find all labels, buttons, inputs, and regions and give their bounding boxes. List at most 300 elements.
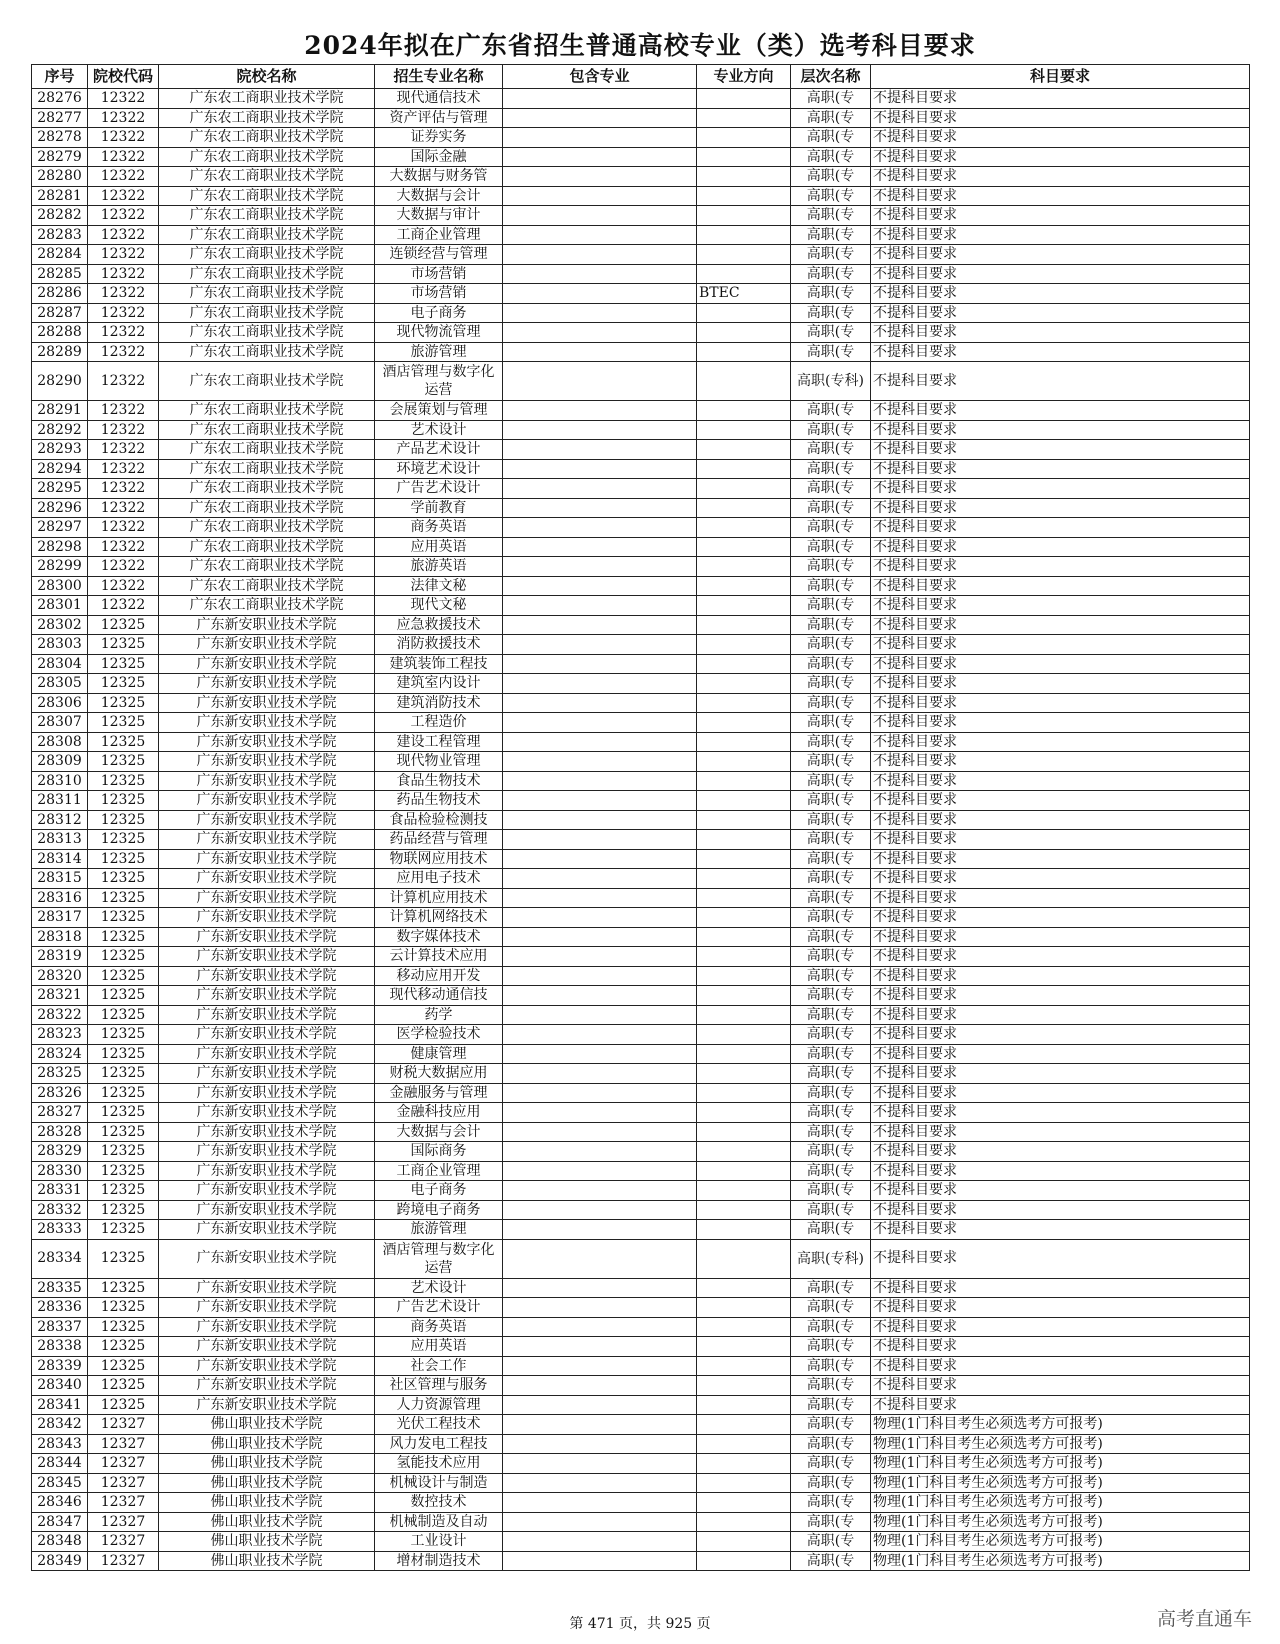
cell-school-code: 12322 xyxy=(88,186,159,206)
cell-subject-requirement: 不提科目要求 xyxy=(871,128,1250,148)
cell-level: 高职(专 xyxy=(791,713,871,733)
cell-major-name: 现代物业管理 xyxy=(375,752,503,772)
cell-index: 28335 xyxy=(32,1278,88,1298)
cell-level: 高职(专 xyxy=(791,1473,871,1493)
cell-included-majors xyxy=(503,1532,697,1552)
cell-index: 28278 xyxy=(32,128,88,148)
cell-level: 高职(专 xyxy=(791,888,871,908)
table-row xyxy=(32,1356,1250,1376)
cell-school-name: 广东新安职业技术学院 xyxy=(159,654,375,674)
cell-major-direction xyxy=(697,1278,791,1298)
cell-level: 高职(专 xyxy=(791,1220,871,1240)
cell-major-name: 计算机网络技术 xyxy=(375,908,503,928)
cell-included-majors xyxy=(503,576,697,596)
cell-level: 高职(专 xyxy=(791,1161,871,1181)
cell-index: 28341 xyxy=(32,1395,88,1415)
cell-included-majors xyxy=(503,362,697,401)
cell-major-direction: BTEC xyxy=(697,284,791,304)
cell-school-code: 12325 xyxy=(88,1395,159,1415)
cell-index: 28342 xyxy=(32,1415,88,1435)
table-row xyxy=(32,518,1250,538)
cell-school-code: 12325 xyxy=(88,966,159,986)
cell-included-majors xyxy=(503,674,697,694)
cell-included-majors xyxy=(503,810,697,830)
table-row xyxy=(32,1551,1250,1571)
cell-level: 高职(专科) xyxy=(791,1239,871,1278)
cell-included-majors xyxy=(503,518,697,538)
cell-included-majors xyxy=(503,479,697,499)
cell-subject-requirement: 不提科目要求 xyxy=(871,206,1250,226)
cell-level: 高职(专 xyxy=(791,284,871,304)
cell-major-direction xyxy=(697,1415,791,1435)
cell-included-majors xyxy=(503,830,697,850)
cell-level: 高职(专 xyxy=(791,947,871,967)
cell-school-name: 广东新安职业技术学院 xyxy=(159,674,375,694)
cell-major-direction xyxy=(697,1142,791,1162)
cell-major-name: 消防救援技术 xyxy=(375,635,503,655)
cell-subject-requirement: 不提科目要求 xyxy=(871,186,1250,206)
cell-major-direction xyxy=(697,89,791,109)
cell-included-majors xyxy=(503,596,697,616)
cell-school-code: 12325 xyxy=(88,1317,159,1337)
table-row xyxy=(32,1415,1250,1435)
cell-major-name: 药品生物技术 xyxy=(375,791,503,811)
cell-major-direction xyxy=(697,947,791,967)
cell-subject-requirement: 不提科目要求 xyxy=(871,89,1250,109)
cell-major-name: 建筑装饰工程技 xyxy=(375,654,503,674)
table-row xyxy=(32,596,1250,616)
cell-major-name: 市场营销 xyxy=(375,264,503,284)
table-row xyxy=(32,674,1250,694)
cell-index: 28332 xyxy=(32,1200,88,1220)
cell-school-code: 12322 xyxy=(88,557,159,577)
cell-major-name: 酒店管理与数字化运营 xyxy=(375,362,503,401)
cell-school-name: 广东新安职业技术学院 xyxy=(159,1044,375,1064)
cell-school-code: 12327 xyxy=(88,1454,159,1474)
cell-level: 高职(专 xyxy=(791,1103,871,1123)
cell-school-name: 佛山职业技术学院 xyxy=(159,1512,375,1532)
cell-major-name: 建筑消防技术 xyxy=(375,693,503,713)
cell-school-name: 广东农工商职业技术学院 xyxy=(159,342,375,362)
cell-subject-requirement: 不提科目要求 xyxy=(871,615,1250,635)
cell-level: 高职(专 xyxy=(791,1551,871,1571)
cell-index: 28281 xyxy=(32,186,88,206)
cell-school-code: 12325 xyxy=(88,693,159,713)
cell-major-direction xyxy=(697,206,791,226)
cell-level: 高职(专 xyxy=(791,1278,871,1298)
cell-school-name: 广东新安职业技术学院 xyxy=(159,1200,375,1220)
table-row xyxy=(32,752,1250,772)
cell-level: 高职(专 xyxy=(791,1122,871,1142)
cell-included-majors xyxy=(503,1356,697,1376)
cell-school-code: 12327 xyxy=(88,1473,159,1493)
cell-index: 28292 xyxy=(32,420,88,440)
cell-subject-requirement: 不提科目要求 xyxy=(871,459,1250,479)
table-row xyxy=(32,479,1250,499)
cell-index: 28325 xyxy=(32,1064,88,1084)
cell-index: 28344 xyxy=(32,1454,88,1474)
cell-major-name: 食品生物技术 xyxy=(375,771,503,791)
cell-included-majors xyxy=(503,1161,697,1181)
cell-school-code: 12325 xyxy=(88,635,159,655)
cell-subject-requirement: 不提科目要求 xyxy=(871,1064,1250,1084)
cell-major-direction xyxy=(697,225,791,245)
cell-index: 28295 xyxy=(32,479,88,499)
cell-school-name: 广东农工商职业技术学院 xyxy=(159,323,375,343)
cell-subject-requirement: 不提科目要求 xyxy=(871,869,1250,889)
cell-included-majors xyxy=(503,654,697,674)
cell-index: 28337 xyxy=(32,1317,88,1337)
cell-level: 高职(专 xyxy=(791,752,871,772)
cell-included-majors xyxy=(503,732,697,752)
cell-major-direction xyxy=(697,752,791,772)
cell-included-majors xyxy=(503,459,697,479)
cell-school-code: 12325 xyxy=(88,1337,159,1357)
header-school-name: 院校名称 xyxy=(159,65,375,89)
cell-included-majors xyxy=(503,1415,697,1435)
cell-subject-requirement: 不提科目要求 xyxy=(871,420,1250,440)
table-row xyxy=(32,1044,1250,1064)
cell-school-name: 广东农工商职业技术学院 xyxy=(159,284,375,304)
cell-school-code: 12322 xyxy=(88,459,159,479)
table-row xyxy=(32,576,1250,596)
cell-school-name: 广东新安职业技术学院 xyxy=(159,810,375,830)
header-index: 序号 xyxy=(32,65,88,89)
cell-major-direction xyxy=(697,1103,791,1123)
table-row xyxy=(32,1512,1250,1532)
cell-subject-requirement: 不提科目要求 xyxy=(871,732,1250,752)
cell-school-name: 广东新安职业技术学院 xyxy=(159,1142,375,1162)
cell-subject-requirement: 不提科目要求 xyxy=(871,947,1250,967)
cell-index: 28320 xyxy=(32,966,88,986)
cell-level: 高职(专 xyxy=(791,1532,871,1552)
cell-school-name: 广东新安职业技术学院 xyxy=(159,1278,375,1298)
cell-index: 28326 xyxy=(32,1083,88,1103)
cell-major-direction xyxy=(697,1317,791,1337)
cell-major-name: 增材制造技术 xyxy=(375,1551,503,1571)
cell-school-code: 12325 xyxy=(88,1200,159,1220)
cell-school-name: 广东农工商职业技术学院 xyxy=(159,128,375,148)
cell-school-name: 广东新安职业技术学院 xyxy=(159,615,375,635)
cell-level: 高职(专 xyxy=(791,245,871,265)
table-row xyxy=(32,1376,1250,1396)
cell-school-name: 广东农工商职业技术学院 xyxy=(159,303,375,323)
cell-index: 28324 xyxy=(32,1044,88,1064)
cell-level: 高职(专 xyxy=(791,1044,871,1064)
table-row xyxy=(32,1239,1250,1278)
table-row xyxy=(32,713,1250,733)
cell-school-code: 12325 xyxy=(88,771,159,791)
cell-school-name: 广东新安职业技术学院 xyxy=(159,791,375,811)
cell-included-majors xyxy=(503,1551,697,1571)
cell-school-name: 广东新安职业技术学院 xyxy=(159,1239,375,1278)
cell-subject-requirement: 不提科目要求 xyxy=(871,635,1250,655)
cell-included-majors xyxy=(503,498,697,518)
cell-school-code: 12325 xyxy=(88,1356,159,1376)
cell-level: 高职(专 xyxy=(791,89,871,109)
cell-subject-requirement: 不提科目要求 xyxy=(871,401,1250,421)
cell-included-majors xyxy=(503,440,697,460)
cell-school-code: 12322 xyxy=(88,128,159,148)
table-row xyxy=(32,869,1250,889)
cell-school-name: 广东农工商职业技术学院 xyxy=(159,401,375,421)
cell-level: 高职(专 xyxy=(791,108,871,128)
cell-level: 高职(专 xyxy=(791,674,871,694)
cell-included-majors xyxy=(503,186,697,206)
cell-index: 28329 xyxy=(32,1142,88,1162)
cell-index: 28333 xyxy=(32,1220,88,1240)
page-footer: 第 471 页，共 925 页 xyxy=(569,1616,711,1632)
cell-school-code: 12325 xyxy=(88,1103,159,1123)
cell-major-direction xyxy=(697,966,791,986)
cell-included-majors xyxy=(503,206,697,226)
cell-school-name: 广东新安职业技术学院 xyxy=(159,830,375,850)
cell-major-name: 大数据与审计 xyxy=(375,206,503,226)
cell-level: 高职(专 xyxy=(791,479,871,499)
cell-major-name: 证券实务 xyxy=(375,128,503,148)
cell-subject-requirement: 不提科目要求 xyxy=(871,1278,1250,1298)
cell-level: 高职(专 xyxy=(791,791,871,811)
cell-school-name: 广东农工商职业技术学院 xyxy=(159,225,375,245)
cell-major-direction xyxy=(697,498,791,518)
cell-major-name: 国际金融 xyxy=(375,147,503,167)
cell-major-name: 食品检验检测技 xyxy=(375,810,503,830)
table-row xyxy=(32,89,1250,109)
cell-major-name: 连锁经营与管理 xyxy=(375,245,503,265)
cell-index: 28284 xyxy=(32,245,88,265)
cell-included-majors xyxy=(503,1512,697,1532)
cell-school-code: 12327 xyxy=(88,1532,159,1552)
cell-major-direction xyxy=(697,1337,791,1357)
cell-included-majors xyxy=(503,1103,697,1123)
cell-level: 高职(专 xyxy=(791,128,871,148)
cell-school-name: 广东新安职业技术学院 xyxy=(159,1103,375,1123)
cell-included-majors xyxy=(503,1376,697,1396)
cell-major-name: 资产评估与管理 xyxy=(375,108,503,128)
cell-index: 28343 xyxy=(32,1434,88,1454)
cell-subject-requirement: 不提科目要求 xyxy=(871,674,1250,694)
table-row xyxy=(32,1161,1250,1181)
cell-level: 高职(专 xyxy=(791,401,871,421)
cell-school-code: 12322 xyxy=(88,206,159,226)
cell-level: 高职(专 xyxy=(791,440,871,460)
cell-index: 28315 xyxy=(32,869,88,889)
cell-school-name: 广东农工商职业技术学院 xyxy=(159,498,375,518)
cell-school-code: 12325 xyxy=(88,869,159,889)
table-row xyxy=(32,1454,1250,1474)
cell-index: 28283 xyxy=(32,225,88,245)
cell-major-name: 应用电子技术 xyxy=(375,869,503,889)
cell-school-code: 12325 xyxy=(88,1044,159,1064)
cell-school-code: 12325 xyxy=(88,830,159,850)
cell-school-code: 12322 xyxy=(88,498,159,518)
cell-major-direction xyxy=(697,1220,791,1240)
cell-included-majors xyxy=(503,108,697,128)
cell-subject-requirement: 不提科目要求 xyxy=(871,596,1250,616)
cell-school-name: 广东农工商职业技术学院 xyxy=(159,518,375,538)
table-row xyxy=(32,401,1250,421)
cell-school-code: 12325 xyxy=(88,752,159,772)
cell-index: 28349 xyxy=(32,1551,88,1571)
cell-major-direction xyxy=(697,1395,791,1415)
cell-index: 28294 xyxy=(32,459,88,479)
cell-school-name: 广东新安职业技术学院 xyxy=(159,752,375,772)
cell-subject-requirement: 不提科目要求 xyxy=(871,284,1250,304)
table-row xyxy=(32,498,1250,518)
cell-school-name: 广东农工商职业技术学院 xyxy=(159,537,375,557)
cell-index: 28282 xyxy=(32,206,88,226)
cell-included-majors xyxy=(503,1142,697,1162)
cell-major-direction xyxy=(697,1473,791,1493)
cell-index: 28338 xyxy=(32,1337,88,1357)
cell-index: 28314 xyxy=(32,849,88,869)
table-row xyxy=(32,537,1250,557)
cell-school-code: 12322 xyxy=(88,245,159,265)
cell-school-name: 佛山职业技术学院 xyxy=(159,1493,375,1513)
cell-index: 28336 xyxy=(32,1298,88,1318)
cell-major-direction xyxy=(697,557,791,577)
table-row xyxy=(32,1532,1250,1552)
cell-major-direction xyxy=(697,1239,791,1278)
cell-school-name: 广东新安职业技术学院 xyxy=(159,635,375,655)
cell-subject-requirement: 不提科目要求 xyxy=(871,440,1250,460)
cell-school-name: 广东新安职业技术学院 xyxy=(159,732,375,752)
page-title: 2024年拟在广东省招生普通高校专业（类）选考科目要求 xyxy=(304,31,976,60)
cell-school-code: 12325 xyxy=(88,1083,159,1103)
cell-school-name: 广东新安职业技术学院 xyxy=(159,1337,375,1357)
cell-school-code: 12325 xyxy=(88,1181,159,1201)
header-major-direction: 专业方向 xyxy=(697,65,791,89)
table-row xyxy=(32,459,1250,479)
cell-school-code: 12325 xyxy=(88,908,159,928)
cell-school-code: 12322 xyxy=(88,225,159,245)
table-row xyxy=(32,635,1250,655)
cell-included-majors xyxy=(503,888,697,908)
cell-school-name: 广东新安职业技术学院 xyxy=(159,693,375,713)
cell-school-code: 12325 xyxy=(88,986,159,1006)
cell-school-name: 广东新安职业技术学院 xyxy=(159,986,375,1006)
cell-index: 28316 xyxy=(32,888,88,908)
cell-included-majors xyxy=(503,752,697,772)
cell-school-code: 12322 xyxy=(88,303,159,323)
cell-subject-requirement: 不提科目要求 xyxy=(871,147,1250,167)
cell-school-code: 12325 xyxy=(88,1239,159,1278)
cell-subject-requirement: 不提科目要求 xyxy=(871,1161,1250,1181)
cell-index: 28308 xyxy=(32,732,88,752)
cell-subject-requirement: 不提科目要求 xyxy=(871,1337,1250,1357)
cell-level: 高职(专 xyxy=(791,1181,871,1201)
cell-school-name: 广东农工商职业技术学院 xyxy=(159,362,375,401)
cell-school-name: 广东新安职业技术学院 xyxy=(159,888,375,908)
cell-level: 高职(专 xyxy=(791,849,871,869)
cell-level: 高职(专 xyxy=(791,498,871,518)
cell-school-name: 广东农工商职业技术学院 xyxy=(159,186,375,206)
header-included-majors: 包含专业 xyxy=(503,65,697,89)
cell-subject-requirement: 不提科目要求 xyxy=(871,537,1250,557)
cell-included-majors xyxy=(503,869,697,889)
cell-school-name: 广东新安职业技术学院 xyxy=(159,1220,375,1240)
cell-included-majors xyxy=(503,1200,697,1220)
cell-school-name: 广东农工商职业技术学院 xyxy=(159,167,375,187)
cell-included-majors xyxy=(503,323,697,343)
cell-index: 28297 xyxy=(32,518,88,538)
cell-school-name: 佛山职业技术学院 xyxy=(159,1415,375,1435)
cell-school-code: 12325 xyxy=(88,1161,159,1181)
cell-included-majors xyxy=(503,147,697,167)
cell-major-direction xyxy=(697,576,791,596)
cell-major-direction xyxy=(697,1551,791,1571)
cell-index: 28307 xyxy=(32,713,88,733)
cell-major-name: 法律文秘 xyxy=(375,576,503,596)
cell-major-direction xyxy=(697,401,791,421)
cell-index: 28328 xyxy=(32,1122,88,1142)
cell-index: 28340 xyxy=(32,1376,88,1396)
cell-index: 28348 xyxy=(32,1532,88,1552)
cell-school-name: 佛山职业技术学院 xyxy=(159,1532,375,1552)
cell-school-code: 12325 xyxy=(88,615,159,635)
table-row xyxy=(32,1181,1250,1201)
cell-major-name: 国际商务 xyxy=(375,1142,503,1162)
cell-included-majors xyxy=(503,791,697,811)
cell-level: 高职(专 xyxy=(791,1317,871,1337)
cell-major-name: 环境艺术设计 xyxy=(375,459,503,479)
cell-major-direction xyxy=(697,635,791,655)
cell-subject-requirement: 不提科目要求 xyxy=(871,518,1250,538)
cell-level: 高职(专 xyxy=(791,908,871,928)
table-row xyxy=(32,284,1250,304)
cell-level: 高职(专科) xyxy=(791,362,871,401)
cell-major-direction xyxy=(697,108,791,128)
cell-included-majors xyxy=(503,1064,697,1084)
table-row xyxy=(32,849,1250,869)
cell-school-name: 广东新安职业技术学院 xyxy=(159,771,375,791)
table-row xyxy=(32,1064,1250,1084)
cell-school-code: 12325 xyxy=(88,732,159,752)
cell-included-majors xyxy=(503,986,697,1006)
table-row xyxy=(32,1278,1250,1298)
cell-level: 高职(专 xyxy=(791,323,871,343)
table-row xyxy=(32,1103,1250,1123)
cell-school-code: 12322 xyxy=(88,167,159,187)
cell-level: 高职(专 xyxy=(791,147,871,167)
cell-major-name: 酒店管理与数字化运营 xyxy=(375,1239,503,1278)
cell-included-majors xyxy=(503,264,697,284)
cell-level: 高职(专 xyxy=(791,654,871,674)
table-row xyxy=(32,1337,1250,1357)
cell-index: 28280 xyxy=(32,167,88,187)
cell-subject-requirement: 不提科目要求 xyxy=(871,888,1250,908)
cell-index: 28312 xyxy=(32,810,88,830)
cell-major-direction xyxy=(697,791,791,811)
table-header-row xyxy=(32,65,1250,89)
cell-index: 28327 xyxy=(32,1103,88,1123)
cell-included-majors xyxy=(503,1395,697,1415)
cell-major-name: 应用英语 xyxy=(375,537,503,557)
cell-major-name: 学前教育 xyxy=(375,498,503,518)
cell-school-code: 12325 xyxy=(88,927,159,947)
cell-level: 高职(专 xyxy=(791,927,871,947)
cell-school-code: 12325 xyxy=(88,713,159,733)
cell-school-name: 广东新安职业技术学院 xyxy=(159,1376,375,1396)
table-row xyxy=(32,927,1250,947)
cell-school-code: 12325 xyxy=(88,1005,159,1025)
cell-major-name: 机械制造及自动 xyxy=(375,1512,503,1532)
cell-major-direction xyxy=(697,849,791,869)
cell-index: 28309 xyxy=(32,752,88,772)
cell-level: 高职(专 xyxy=(791,557,871,577)
cell-school-name: 佛山职业技术学院 xyxy=(159,1434,375,1454)
cell-major-direction xyxy=(697,459,791,479)
